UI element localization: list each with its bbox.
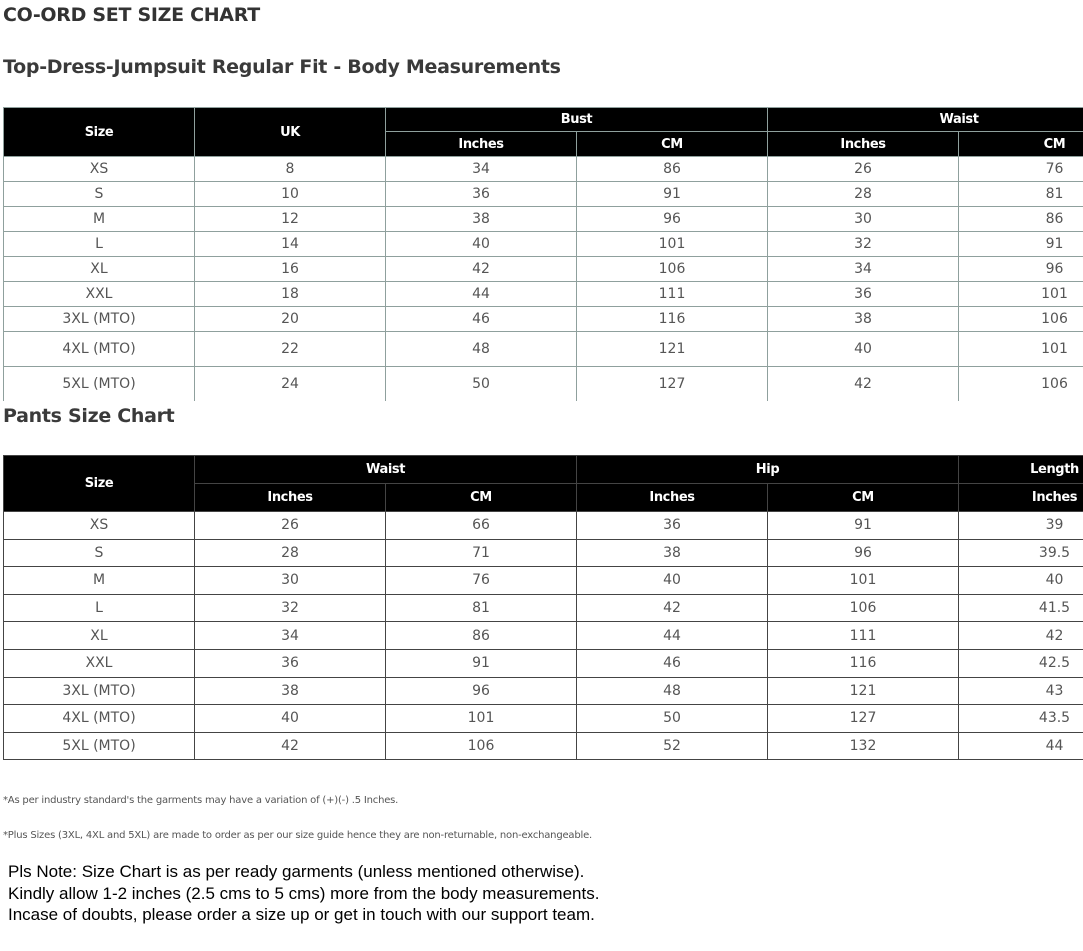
table-row xyxy=(4,307,1083,332)
table-row xyxy=(4,157,1083,182)
table-row xyxy=(4,182,1083,207)
cell-waist-cm: 76 xyxy=(386,567,577,595)
header-waist-cm: CM xyxy=(386,484,577,512)
cell-hip-cm: 132 xyxy=(768,732,959,760)
cell-bust-inches: 44 xyxy=(386,282,577,307)
cell-waist-cm: 86 xyxy=(959,207,1083,232)
header-waist-cm: CM xyxy=(959,132,1083,157)
table-row xyxy=(4,257,1083,282)
cell-size: 4XL (MTO) xyxy=(4,705,195,733)
cell-waist-inches: 40 xyxy=(195,705,386,733)
cell-size: XL xyxy=(4,622,195,650)
cell-waist-cm: 86 xyxy=(386,622,577,650)
header-hip-inches: Inches xyxy=(577,484,768,512)
cell-bust-inches: 42 xyxy=(386,257,577,282)
header-bust-inches: Inches xyxy=(386,132,577,157)
cell-bust-inches: 46 xyxy=(386,307,577,332)
cell-waist-inches: 38 xyxy=(195,677,386,705)
cell-waist-inches: 34 xyxy=(768,257,959,282)
cell-bust-inches: 50 xyxy=(386,367,577,402)
table-row xyxy=(4,332,1083,367)
cell-uk: 20 xyxy=(195,307,386,332)
cell-waist-cm: 106 xyxy=(959,307,1083,332)
cell-waist-inches: 34 xyxy=(195,622,386,650)
cell-hip-cm: 96 xyxy=(768,539,959,567)
cell-size: M xyxy=(4,567,195,595)
table-row xyxy=(4,567,1083,595)
cell-uk: 10 xyxy=(195,182,386,207)
cell-bust-inches: 48 xyxy=(386,332,577,367)
cell-size: XXL xyxy=(4,649,195,677)
cell-length-inches: 44 xyxy=(959,732,1083,760)
header-bust-cm: CM xyxy=(577,132,768,157)
cell-waist-cm: 76 xyxy=(959,157,1083,182)
cell-waist-inches: 36 xyxy=(768,282,959,307)
cell-waist-inches: 30 xyxy=(768,207,959,232)
top-size-table xyxy=(3,107,1083,401)
cell-length-inches: 42.5 xyxy=(959,649,1083,677)
cell-bust-inches: 40 xyxy=(386,232,577,257)
cell-bust-cm: 91 xyxy=(577,182,768,207)
cell-waist-inches: 32 xyxy=(195,594,386,622)
cell-waist-cm: 81 xyxy=(959,182,1083,207)
cell-length-inches: 39.5 xyxy=(959,539,1083,567)
cell-hip-inches: 42 xyxy=(577,594,768,622)
cell-waist-cm: 101 xyxy=(959,282,1083,307)
cell-bust-inches: 34 xyxy=(386,157,577,182)
cell-length-inches: 41.5 xyxy=(959,594,1083,622)
cell-waist-cm: 91 xyxy=(386,649,577,677)
cell-waist-cm: 106 xyxy=(386,732,577,760)
table-row xyxy=(4,282,1083,307)
cell-size: 3XL (MTO) xyxy=(4,677,195,705)
header-hip-cm: CM xyxy=(768,484,959,512)
cell-size: 5XL (MTO) xyxy=(4,367,195,402)
cell-hip-cm: 106 xyxy=(768,594,959,622)
header-waist: Waist xyxy=(768,108,1083,132)
pants-size-table-container xyxy=(3,455,1083,760)
cell-waist-inches: 42 xyxy=(195,732,386,760)
table-row xyxy=(4,594,1083,622)
table-row xyxy=(4,539,1083,567)
cell-size: L xyxy=(4,594,195,622)
cell-hip-cm: 101 xyxy=(768,567,959,595)
cell-size: XL xyxy=(4,257,195,282)
cell-waist-cm: 71 xyxy=(386,539,577,567)
variation-note: *As per industry standard's the garments may have a variation of (+)(-) .5 Inches. xyxy=(3,795,399,806)
cell-uk: 18 xyxy=(195,282,386,307)
pls-note-line: Incase of doubts, please order a size up or get in touch with our support team. xyxy=(8,905,595,924)
cell-bust-cm: 101 xyxy=(577,232,768,257)
cell-size: XXL xyxy=(4,282,195,307)
cell-hip-cm: 116 xyxy=(768,649,959,677)
cell-waist-inches: 42 xyxy=(768,367,959,402)
cell-hip-cm: 121 xyxy=(768,677,959,705)
cell-uk: 24 xyxy=(195,367,386,402)
cell-bust-cm: 121 xyxy=(577,332,768,367)
cell-waist-inches: 26 xyxy=(195,512,386,540)
cell-waist-cm: 81 xyxy=(386,594,577,622)
cell-waist-inches: 30 xyxy=(195,567,386,595)
cell-length-inches: 40 xyxy=(959,567,1083,595)
cell-size: 4XL (MTO) xyxy=(4,332,195,367)
header-size: Size xyxy=(4,108,195,157)
cell-length-inches: 42 xyxy=(959,622,1083,650)
cell-size: XS xyxy=(4,157,195,182)
cell-hip-inches: 48 xyxy=(577,677,768,705)
cell-waist-inches: 36 xyxy=(195,649,386,677)
cell-bust-cm: 106 xyxy=(577,257,768,282)
cell-hip-inches: 36 xyxy=(577,512,768,540)
cell-uk: 16 xyxy=(195,257,386,282)
cell-uk: 12 xyxy=(195,207,386,232)
table-row xyxy=(4,705,1083,733)
cell-bust-cm: 127 xyxy=(577,367,768,402)
pls-note-line: Kindly allow 1-2 inches (2.5 cms to 5 cms) more from the body measurements. xyxy=(8,883,600,903)
cell-size: S xyxy=(4,539,195,567)
top-size-table-container xyxy=(3,107,1083,401)
header-uk: UK xyxy=(195,108,386,157)
cell-uk: 22 xyxy=(195,332,386,367)
cell-waist-cm: 106 xyxy=(959,367,1083,402)
pants-size-table xyxy=(3,455,1083,760)
table-row xyxy=(4,677,1083,705)
pls-note xyxy=(8,861,599,926)
table-row xyxy=(4,207,1083,232)
pants-table-body xyxy=(4,512,1083,760)
header-size: Size xyxy=(4,456,195,512)
header-hip: Hip xyxy=(577,456,959,484)
cell-hip-inches: 38 xyxy=(577,539,768,567)
cell-bust-inches: 38 xyxy=(386,207,577,232)
cell-length-inches: 43.5 xyxy=(959,705,1083,733)
page-title: CO-ORD SET SIZE CHART xyxy=(3,4,260,26)
cell-waist-inches: 32 xyxy=(768,232,959,257)
cell-hip-cm: 91 xyxy=(768,512,959,540)
table-row xyxy=(4,512,1083,540)
header-waist: Waist xyxy=(195,456,577,484)
table-row xyxy=(4,732,1083,760)
table-row xyxy=(4,367,1083,402)
cell-bust-cm: 86 xyxy=(577,157,768,182)
cell-bust-cm: 116 xyxy=(577,307,768,332)
cell-size: XS xyxy=(4,512,195,540)
cell-waist-cm: 101 xyxy=(959,332,1083,367)
header-waist-inches: Inches xyxy=(768,132,959,157)
cell-hip-cm: 111 xyxy=(768,622,959,650)
cell-waist-cm: 91 xyxy=(959,232,1083,257)
cell-size: 5XL (MTO) xyxy=(4,732,195,760)
cell-length-inches: 39 xyxy=(959,512,1083,540)
cell-size: S xyxy=(4,182,195,207)
cell-bust-cm: 96 xyxy=(577,207,768,232)
top-table-body xyxy=(4,157,1083,402)
table-row xyxy=(4,622,1083,650)
cell-size: 3XL (MTO) xyxy=(4,307,195,332)
cell-size: M xyxy=(4,207,195,232)
cell-waist-inches: 26 xyxy=(768,157,959,182)
cell-waist-cm: 101 xyxy=(386,705,577,733)
cell-hip-inches: 44 xyxy=(577,622,768,650)
pants-table-title: Pants Size Chart xyxy=(3,405,175,427)
table-row xyxy=(4,649,1083,677)
header-length-inches: Inches xyxy=(959,484,1083,512)
cell-waist-inches: 28 xyxy=(768,182,959,207)
cell-hip-inches: 50 xyxy=(577,705,768,733)
cell-uk: 8 xyxy=(195,157,386,182)
cell-waist-inches: 28 xyxy=(195,539,386,567)
cell-waist-cm: 96 xyxy=(959,257,1083,282)
cell-waist-inches: 40 xyxy=(768,332,959,367)
header-length: Length xyxy=(959,456,1083,484)
cell-length-inches: 43 xyxy=(959,677,1083,705)
header-bust: Bust xyxy=(386,108,768,132)
cell-hip-inches: 52 xyxy=(577,732,768,760)
top-table-title: Top-Dress-Jumpsuit Regular Fit - Body Measurements xyxy=(3,56,561,78)
cell-waist-inches: 38 xyxy=(768,307,959,332)
cell-waist-cm: 96 xyxy=(386,677,577,705)
cell-hip-inches: 40 xyxy=(577,567,768,595)
cell-bust-cm: 111 xyxy=(577,282,768,307)
header-waist-inches: Inches xyxy=(195,484,386,512)
pls-note-line: Pls Note: Size Chart is as per ready garments (unless mentioned otherwise). xyxy=(8,862,585,881)
cell-bust-inches: 36 xyxy=(386,182,577,207)
plus-sizes-note: *Plus Sizes (3XL, 4XL and 5XL) are made to order as per our size guide hence they are non-returnable, non-exchangeable. xyxy=(3,830,593,841)
table-row xyxy=(4,232,1083,257)
cell-waist-cm: 66 xyxy=(386,512,577,540)
cell-hip-cm: 127 xyxy=(768,705,959,733)
cell-hip-inches: 46 xyxy=(577,649,768,677)
cell-size: L xyxy=(4,232,195,257)
cell-uk: 14 xyxy=(195,232,386,257)
